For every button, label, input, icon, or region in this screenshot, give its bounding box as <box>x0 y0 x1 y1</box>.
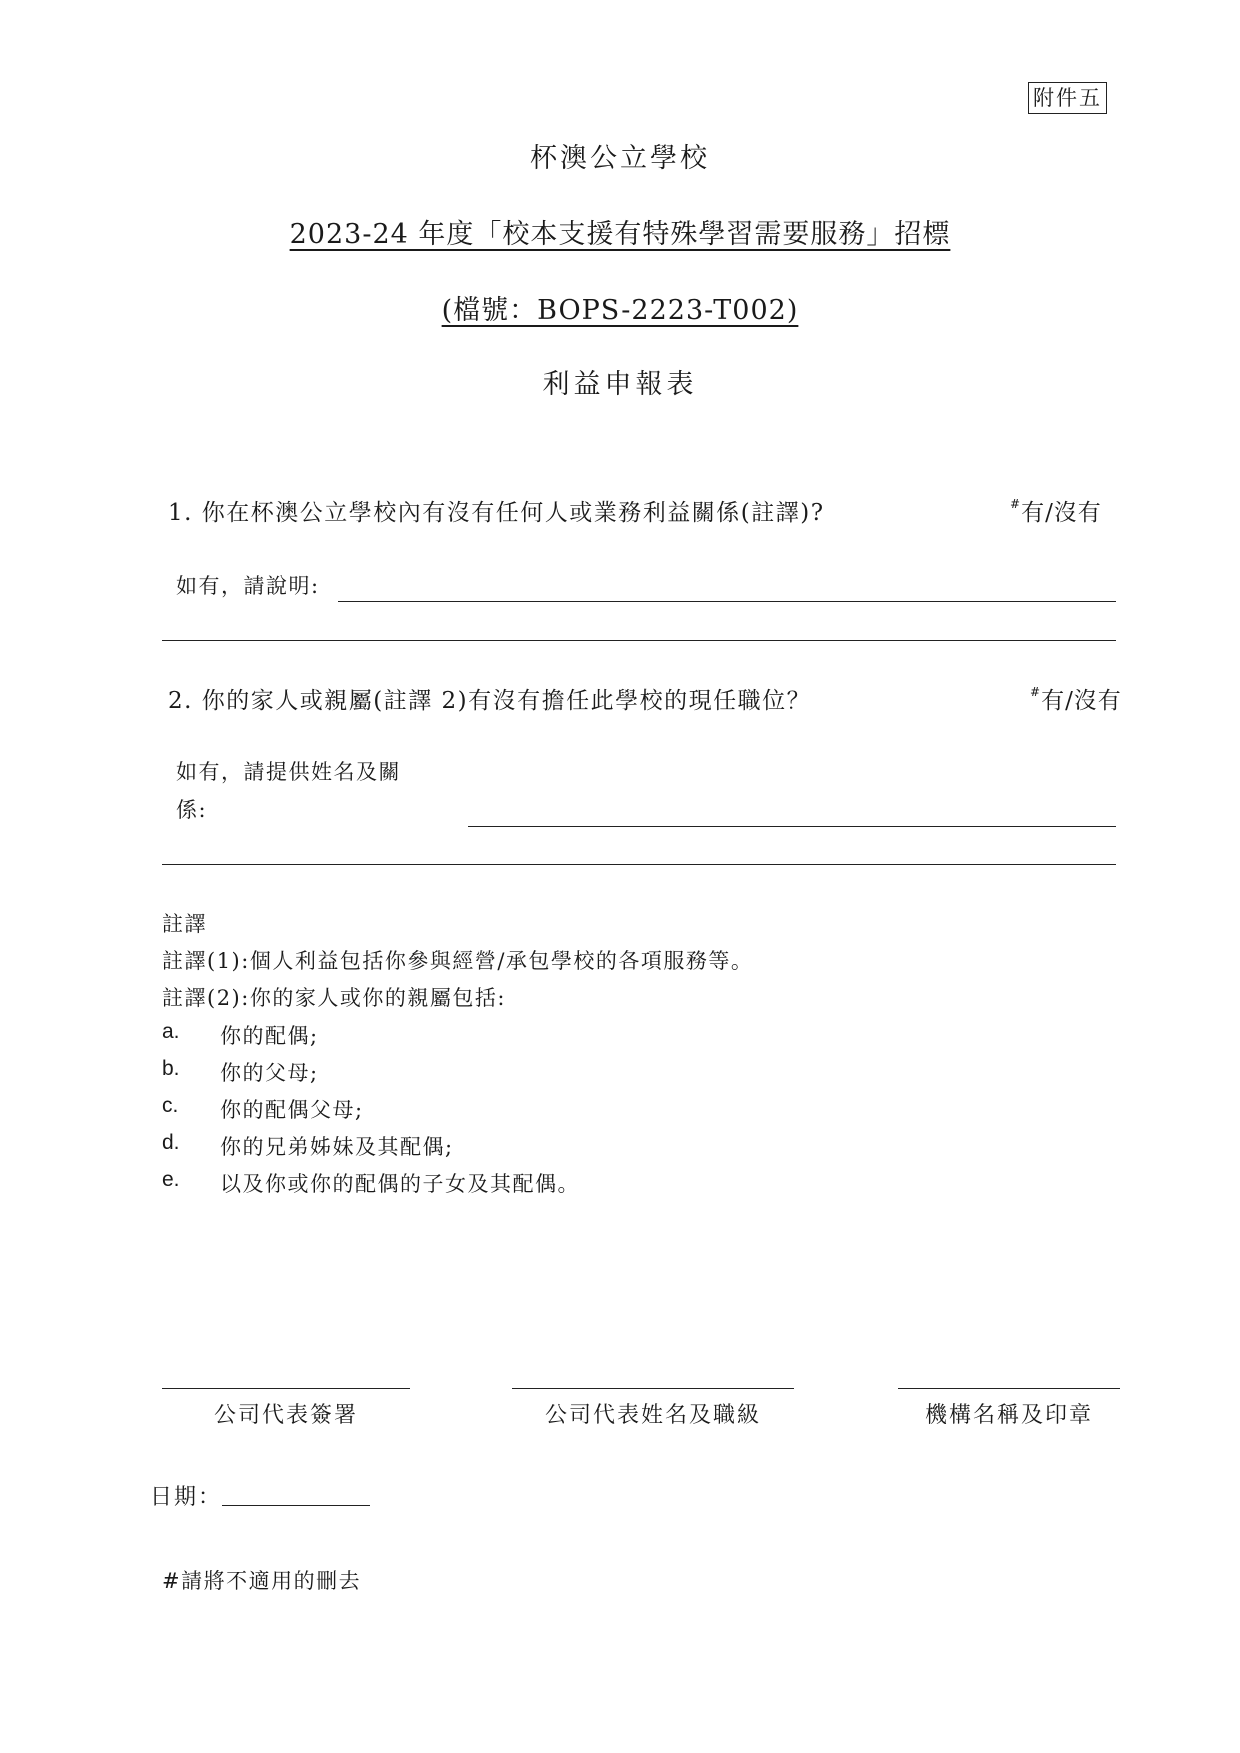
list-item-marker: a. <box>162 1020 180 1043</box>
list-item: 你的配偶父母; <box>220 1098 364 1122</box>
question-2-detail-label-line1: 如有，請提供姓名及關 <box>176 760 401 784</box>
file-number: (檔號：BOPS-2223-T002) <box>441 295 799 326</box>
question-2-answer-mark: # <box>1030 685 1042 699</box>
school-name: 杯澳公立學校 <box>530 143 710 174</box>
question-1-detail-line[interactable] <box>338 601 1116 602</box>
list-item: 你的配偶; <box>220 1024 319 1048</box>
rep-signature-line[interactable] <box>162 1388 410 1389</box>
question-1-answer[interactable] <box>1010 494 1102 527</box>
list-item-marker: b. <box>162 1057 180 1080</box>
question-1-answer-mark: # <box>1010 497 1022 511</box>
list-item: 你的父母; <box>220 1061 319 1085</box>
rep-signature-label: 公司代表簽署 <box>213 1403 358 1428</box>
list-item-marker: e. <box>162 1168 180 1191</box>
question-1-detail-line-2[interactable] <box>162 640 1116 641</box>
list-item: 你的兄弟姊妹及其配偶; <box>220 1135 454 1159</box>
notes-heading: 註譯 <box>162 912 207 936</box>
list-item: 以及你或你的配偶的子女及其配偶。 <box>220 1172 580 1196</box>
question-2: 2. 你的家人或親屬(註譯 2)有沒有擔任此學校的現任職位？ <box>168 688 812 714</box>
list-item-marker: c. <box>162 1094 179 1117</box>
date-label: 日期： <box>150 1485 223 1510</box>
question-2-detail-line-2[interactable] <box>162 864 1116 865</box>
rep-name-label: 公司代表姓名及職級 <box>544 1403 761 1428</box>
rep-name-line[interactable] <box>512 1388 794 1389</box>
date-line[interactable] <box>222 1505 370 1506</box>
footnote: #請將不適用的刪去 <box>162 1569 362 1593</box>
question-2-answer[interactable] <box>1030 682 1122 715</box>
org-seal-line[interactable] <box>898 1388 1120 1389</box>
note-2: 註譯(2):你的家人或你的親屬包括: <box>162 986 506 1010</box>
org-seal-label: 機構名稱及印章 <box>924 1403 1093 1428</box>
tender-title: 2023-24 年度「校本支援有特殊學習需要服務」招標 <box>289 219 951 250</box>
question-1-answer-text: 有/沒有 <box>1021 500 1102 526</box>
question-2-answer-text: 有/沒有 <box>1041 688 1122 714</box>
question-2-detail-label-line2: 係: <box>176 798 208 822</box>
question-2-detail-line[interactable] <box>468 826 1116 827</box>
list-item-marker: d. <box>162 1131 180 1154</box>
form-title: 利益申報表 <box>542 369 698 400</box>
question-1: 1. 你在杯澳公立學校內有沒有任何人或業務利益關係(註譯)? <box>168 500 825 526</box>
question-1-detail-label: 如有，請說明: <box>176 574 320 598</box>
note-1: 註譯(1):個人利益包括你參與經營/承包學校的各項服務等。 <box>162 949 754 973</box>
annex-label: 附件五 <box>1028 82 1107 114</box>
